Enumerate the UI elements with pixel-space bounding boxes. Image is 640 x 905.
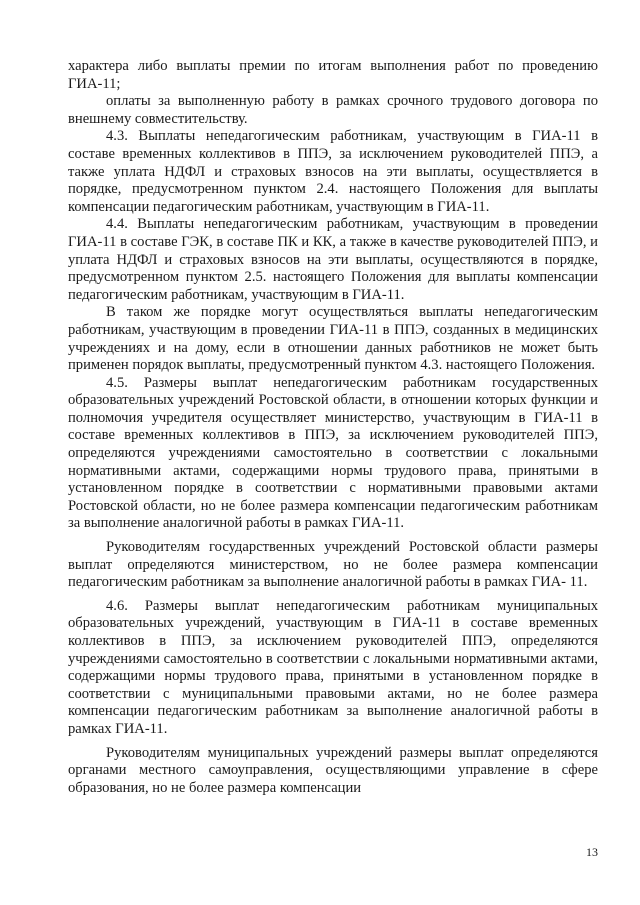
paragraph: 4.6. Размеры выплат непедагогическим работникам муниципальных образовательных учреждений, участвующим в ГИА-11 в составе временных коллективов в ППЭ, за исключением руководителей ППЭ, определяются учреждениями самостоятельно в соответствии с локальными нормативными актами, содержащими нормы трудового права, принятыми в установленном порядке в соответствии с муниципальными правовыми актами, но не более размера компенсации педагогическим работникам за выполнение аналогичной работы в рамках ГИА-11. bbox=[68, 597, 598, 737]
paragraph: 4.3. Выплаты непедагогическим работникам, участвующим в ГИА-11 в составе временных коллективов в ППЭ, за исключением руководителей ППЭ, а также уплата НДФЛ и страховых взносов на эти выплаты, осуществляется в порядке, предусмотренном пунктом 2.4. настоящего Положения для выплаты компенсации педагогическим работникам, участвующим в ГИА-11. bbox=[68, 128, 598, 215]
paragraph: 4.4. Выплаты непедагогическим работникам, участвующим в проведении ГИА-11 в составе ГЭК, в составе ПК и КК, а также в качестве руководителей ППЭ, и уплата НДФЛ и страховых взносов на эти выплаты, осуществляются в порядке, предусмотренном пунктом 2.5. настоящего Положения для выплаты компенсации педагогическим работникам, участвующим в ГИА-11. bbox=[68, 216, 598, 303]
paragraph: оплаты за выполненную работу в рамках срочного трудового договора по внешнему совместительству. bbox=[68, 93, 598, 127]
paragraph: характера либо выплаты премии по итогам выполнения работ по проведению ГИА-11; bbox=[68, 58, 598, 92]
paragraph: 4.5. Размеры выплат непедагогическим работникам государственных образовательных учреждений Ростовской области, в отношении которых функции и полномочия учредителя осуществляет министерство, участвующим в ГИА-11 в составе временных коллективов в ППЭ, за исключением руководителей ППЭ, определяются учреждениями самостоятельно в соответствии с локальными нормативными актами, содержащими нормы трудового права, принятыми в установленном порядке в соответствии с нормативными правовыми актами Ростовской области, но не более размера компенсации педагогическим работникам за выполнение аналогичной работы в рамках ГИА-11. bbox=[68, 374, 598, 532]
paragraph: В таком же порядке могут осуществляться выплаты непедагогическим работникам, участвующим в проведении ГИА-11 в ППЭ, созданных в медицинских учреждениях и на дому, если в отношении данных работников не может быть применен порядок выплаты, предусмотренный пунктом 4.3. настоящего Положения. bbox=[68, 304, 598, 374]
paragraph: Руководителям муниципальных учреждений размеры выплат определяются органами местного самоуправления, осуществляющими управление в сфере образования, но не более размера компенсации bbox=[68, 744, 598, 796]
document-body bbox=[68, 58, 598, 797]
page-number: 13 bbox=[586, 845, 598, 859]
paragraph: Руководителям государственных учреждений Ростовской области размеры выплат определяются министерством, но не более размера компенсации педагогическим работникам за выполнение аналогичной работы в рамках ГИА- 11. bbox=[68, 539, 598, 591]
